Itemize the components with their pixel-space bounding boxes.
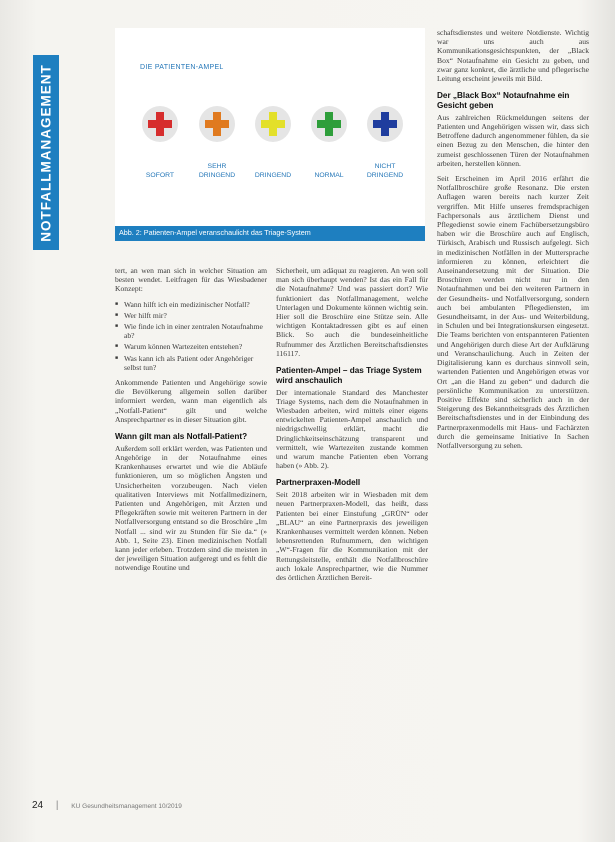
ampel-label-sehr-dringend	[187, 162, 247, 180]
list-item: ■ Wer hilft mir?	[115, 311, 267, 320]
ampel-level-blue-icon	[367, 106, 403, 142]
ampel-label-bottom: DRINGEND	[366, 172, 404, 179]
paragraph: tert, an wen man sich in welcher Situation am besten wendet. Leitfragen für das Wiesbadener Konzept:	[115, 266, 267, 294]
publication-name: KU Gesundheitsmanagement 10/2019	[71, 803, 182, 810]
ampel-label-nicht-dringend	[355, 162, 415, 180]
patient-ampel-figure	[115, 28, 425, 241]
blue-cross-icon	[373, 112, 397, 136]
footer-separator: |	[55, 800, 59, 811]
paragraph: Außerdem soll erklärt werden, was Patienten und Angehörige in der Notaufnahme eines Krankenhauses erwartet und wie die Abläufe funktionieren, um so möglichen Ängsten und Unsicherheiten vorzubeugen. Nach vielen qualitativen Interviews mit Notfallmedizinern, Patienten und Angehörigen, mit Ärzten und Pflegekräften sowie mit weiteren Partnern in der Notfallversorgung entstand so die Broschüre „Im Notfall ... sind wir zu Stunden für Sie da.“ (» Abb. 1, Seite 23). Einen medizinischen Notfall kann jeder erleben. Trotzdem sind die meisten in der jeweiligen Situation aufgeregt und es fehlt die notwendige Routine und	[115, 443, 267, 573]
column-2	[276, 266, 428, 588]
ampel-label-top: SEHR	[207, 163, 227, 170]
figure-caption-text: Abb. 2: Patienten-Ampel veranschaulicht das Triage-System	[119, 228, 311, 237]
ampel-label-bottom: NORMAL	[314, 172, 344, 179]
section-heading: Patienten-Ampel – das Triage System wird anschaulich	[276, 366, 422, 385]
section-tab	[33, 55, 59, 250]
ampel-level-yellow-icon	[255, 106, 291, 142]
section-heading: Partnerpraxen-Modell	[276, 478, 361, 488]
list-item: ■ Wie finde ich in einer zentralen Notaufnahme ab?	[115, 322, 267, 340]
page-footer	[32, 800, 182, 811]
ampel-label-normal	[299, 162, 359, 180]
figure-caption	[115, 226, 425, 241]
green-cross-icon	[317, 112, 341, 136]
section-heading: Der „Black Box“ Notaufnahme ein Gesicht geben	[437, 91, 570, 111]
ampel-label-top: NICHT	[374, 163, 396, 170]
ampel-label-sofort	[130, 162, 190, 180]
section-heading: Wann gilt man als Notfall-Patient?	[115, 432, 248, 442]
paragraph: Sicherheit, um adäquat zu reagieren. An wen soll man sich überhaupt wenden? Ist das ein Fall für die Notaufnahme? Und was passiert dort? Wie funktioniert das Notfallmanagement, welche Unterlagen und Dokumente können wichtig sein. Hier soll die Broschüre eine Stütze sein. Alle wichtigen Kontaktadressen gibt es auf einen Blick. So auch die bundeseinheitliche Rufnummer des Ärztlichen Bereitschaftsdienstes 116117.	[276, 266, 428, 358]
yellow-cross-icon	[261, 112, 285, 136]
paragraph: Ankommende Patienten und Angehörige sowie die Bevölkerung allgemein sollen darüber informiert werden, wann man eigentlich als „Notfall-Patient“ gilt und welche Ansprechpartner es in dieser Situation gibt.	[115, 378, 267, 424]
ampel-label-top	[130, 162, 190, 171]
figure-title: DIE PATIENTEN-AMPEL	[140, 64, 224, 71]
list-item: ■ Warum können Wartezeiten entstehen?	[115, 342, 267, 351]
list-item: ■ Was kann ich als Patient oder Angehöriger selbst tun?	[115, 354, 267, 372]
column-3	[437, 28, 589, 456]
paragraph: schaftsdienstes und weitere Notdienste. Wichtig war uns auch aus Kommunikationsgesichtspunkten, der „Black Box“ Notaufnahme ein Gesicht zu geben, und zwar ganz konkret, die ärztliche und pflegerische Leitung erscheint jeweils mit Bild.	[437, 28, 589, 84]
ampel-level-red-icon	[142, 106, 178, 142]
ampel-label-bottom: SOFORT	[145, 172, 175, 179]
ampel-level-green-icon	[311, 106, 347, 142]
section-tab-label: NOTFALLMANAGEMENT	[38, 63, 54, 242]
ampel-label-bottom: DRINGEND	[198, 172, 236, 179]
paragraph: Seit 2018 arbeiten wir in Wiesbaden mit dem neuen Partnerpraxen-Modell, das heißt, dass Patienten bei einer Einstufung „GRÜN“ oder „BLAU“ an eine Partnerpraxis des jeweiligen Krankenhauses vermittelt werden können. Neben lebensrettenden Rufnummern, den wichtigen „W“-Fragen für die Kommunikation mit der Rettungsleitstelle, enthält die Notfallbroschüre auch lokale Ansprechpartner, wie die Nummer des örtlichen Ärztlichen Bereit-	[276, 490, 428, 583]
orange-cross-icon	[205, 112, 229, 136]
paragraph: Aus zahlreichen Rückmeldungen seitens der Patienten und Angehörigen wissen wir, dass sich Betroffene dadurch angenommener fühlen, da sie einen Bezug zu den Menschen, die hinter den zumeist geschlossenen Türen der Notaufnahmen arbeiten, herstellen können.	[437, 112, 589, 168]
list-item: ■ Wann hilft ich ein medizinischer Notfall?	[115, 300, 267, 309]
question-list	[115, 300, 267, 372]
ampel-label-dringend	[243, 162, 303, 180]
ampel-label-top	[243, 162, 303, 171]
paragraph: Der internationale Standard des Manchester Triage Systems, nach dem die Notaufnahmen in Wiesbaden arbeiten, wird mittels einer eigens entwickelten Patienten-Ampel anschaulich und niedrigschwellig erklärt, macht die Dringlichkeitseinschätzung transparent und vermittelt, wie Wartezeiten zustande kommen und warum manche Patienten eben Vorrang haben (» Abb. 2).	[276, 387, 428, 471]
column-1	[115, 266, 267, 579]
ampel-level-orange-icon	[199, 106, 235, 142]
paragraph: Seit Erscheinen im April 2016 erfährt die Notfallbroschüre große Resonanz. Die ersten Auflagen waren bereits nach kurzer Zeit vergriffen. Mit Hilfe unseres fremdsprachigen Fachpersonals aus ärztlichem Dienst und Pflegedienst sowie einem Fachübersetzungsbüro haben wir die Broschüre auch auf Englisch, Türkisch, Arabisch und Russisch aufgelegt. Sich in medizinischen Notfällen in der Muttersprache informieren zu können, erleichtert die Auseinandersetzung mit der Situation. Die Broschüren werden nicht nur in den Notaufnahmen und bei den weiteren Partnern in der Gesundheits- und Notfallversorgung, sondern auch bei ambulanten Pflegediensten, im Gesundheitsamt, in der Aus- und Weiterbildung, in Schulen und bei Integrationskursen eingesetzt. Die Teams berichten von entspannteren Patienten und Angehörigen durch diese Art der Aufklärung und Veranschaulichung. Auch in Zeiten der Digitalisierung kann es durchaus sinnvoll sein, wartenden Patienten und Angehörigen etwas vor Ort „an die Hand zu geben“ und dadurch die persönliche Kommunikation zu unterstützen. Positive Effekte sind sicherlich auch in der Steigerung des Bekanntheitsgrads des Ärztlichen Bereitschaftsdienstes und in der Einbindung des Partnerpraxenmodells mit Haus- und Fachärzten durch die gemeinsame Initiative In Sachen Notfallversorgung zu sehen.	[437, 174, 589, 450]
ampel-label-bottom: DRINGEND	[254, 172, 292, 179]
page-number: 24	[32, 800, 44, 811]
red-cross-icon	[148, 112, 172, 136]
ampel-label-top	[299, 162, 359, 171]
